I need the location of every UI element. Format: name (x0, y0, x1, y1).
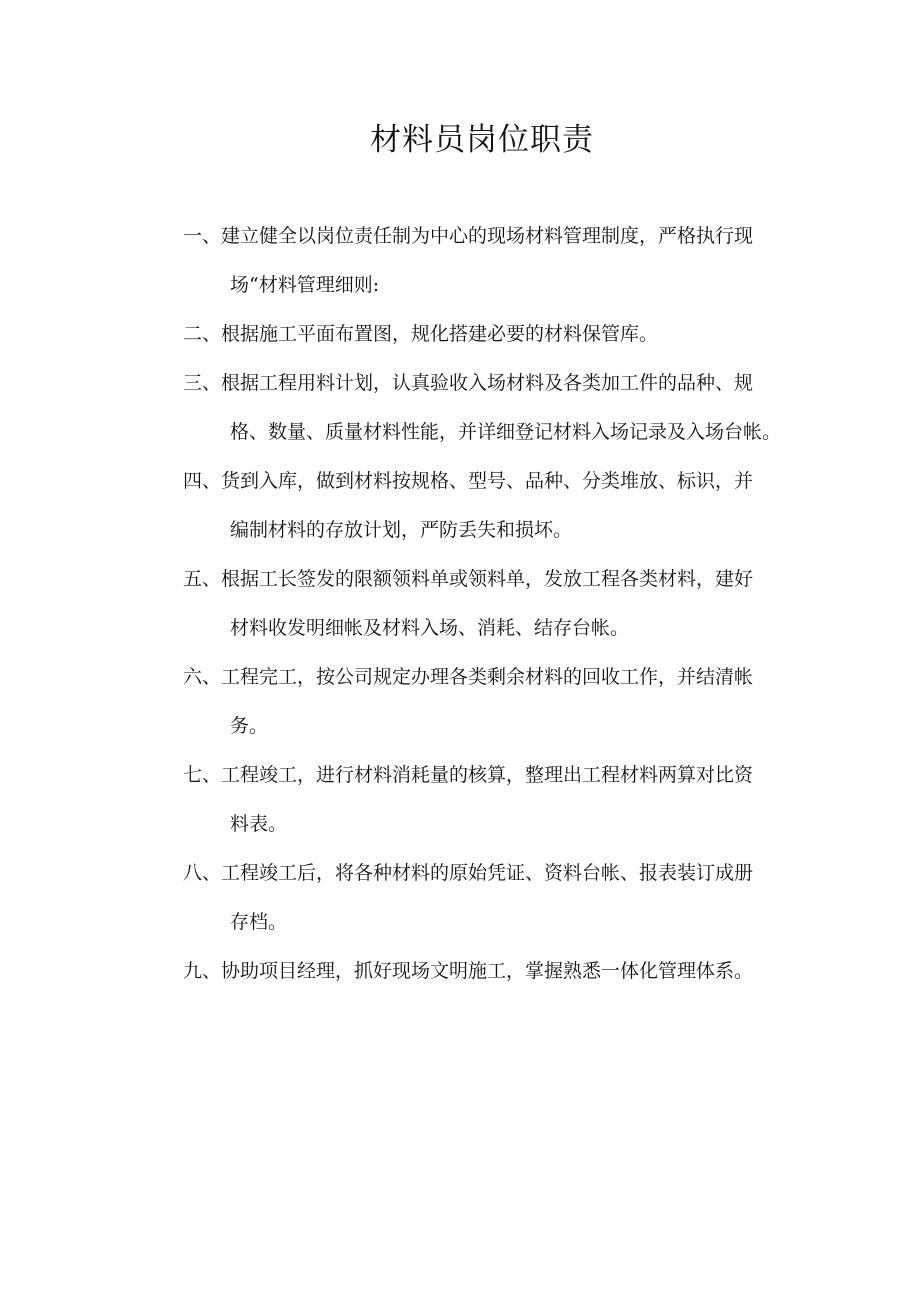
duty-line: 五、根据工长签发的限额领料单或领料单，发放工程各类材料，建好 (183, 568, 754, 590)
duty-item-9 (183, 947, 823, 996)
duty-list (183, 212, 823, 996)
duty-line: 四、货到入库，做到材料按规格、型号、品种、分类堆放、标识，并 (183, 470, 754, 492)
duty-item-2 (183, 310, 823, 359)
document-title: 材料员岗位职责 (370, 122, 594, 158)
duty-line: 材料收发明细帐及材料入场、消耗、结存台帐。 (230, 617, 630, 639)
duty-item-8 (183, 849, 823, 947)
duty-item-3 (183, 359, 823, 457)
duty-line: 一、建立健全以岗位责任制为中心的现场材料管理制度，严格执行现 (183, 225, 754, 247)
duty-item-1 (183, 212, 823, 310)
duty-line: 场“材料管理细则: (230, 274, 380, 296)
duty-line: 务。 (230, 715, 269, 737)
duty-line: 九、协助项目经理，抓好现场文明施工，掌握熟悉一体化管理体系。 (183, 960, 754, 982)
duty-line: 六、工程完工，按公司规定办理各类剩余材料的回收工作，并结清帐 (183, 666, 754, 688)
duty-item-6 (183, 653, 823, 751)
duty-line: 编制材料的存放计划，严防丢失和损坏。 (230, 519, 573, 541)
duty-item-4 (183, 457, 823, 555)
duty-line: 三、根据工程用料计划，认真验收入场材料及各类加工件的品种、规 (183, 372, 754, 394)
duty-line: 存档。 (230, 911, 288, 933)
duty-line: 格、数量、质量材料性能，并详细登记材料入场记录及入场台帐。 (230, 421, 782, 443)
duty-item-5 (183, 555, 823, 653)
duty-line: 料表。 (230, 813, 288, 835)
duty-line: 七、工程竣工，进行材料消耗量的核算，整理出工程材料两算对比资 (183, 764, 754, 786)
duty-line: 二、根据施工平面布置图，规化搭建必要的材料保管库。 (183, 323, 659, 345)
duty-item-7 (183, 751, 823, 849)
duty-line: 八、工程竣工后，将各种材料的原始凭证、资料台帐、报表装订成册 (183, 862, 754, 884)
